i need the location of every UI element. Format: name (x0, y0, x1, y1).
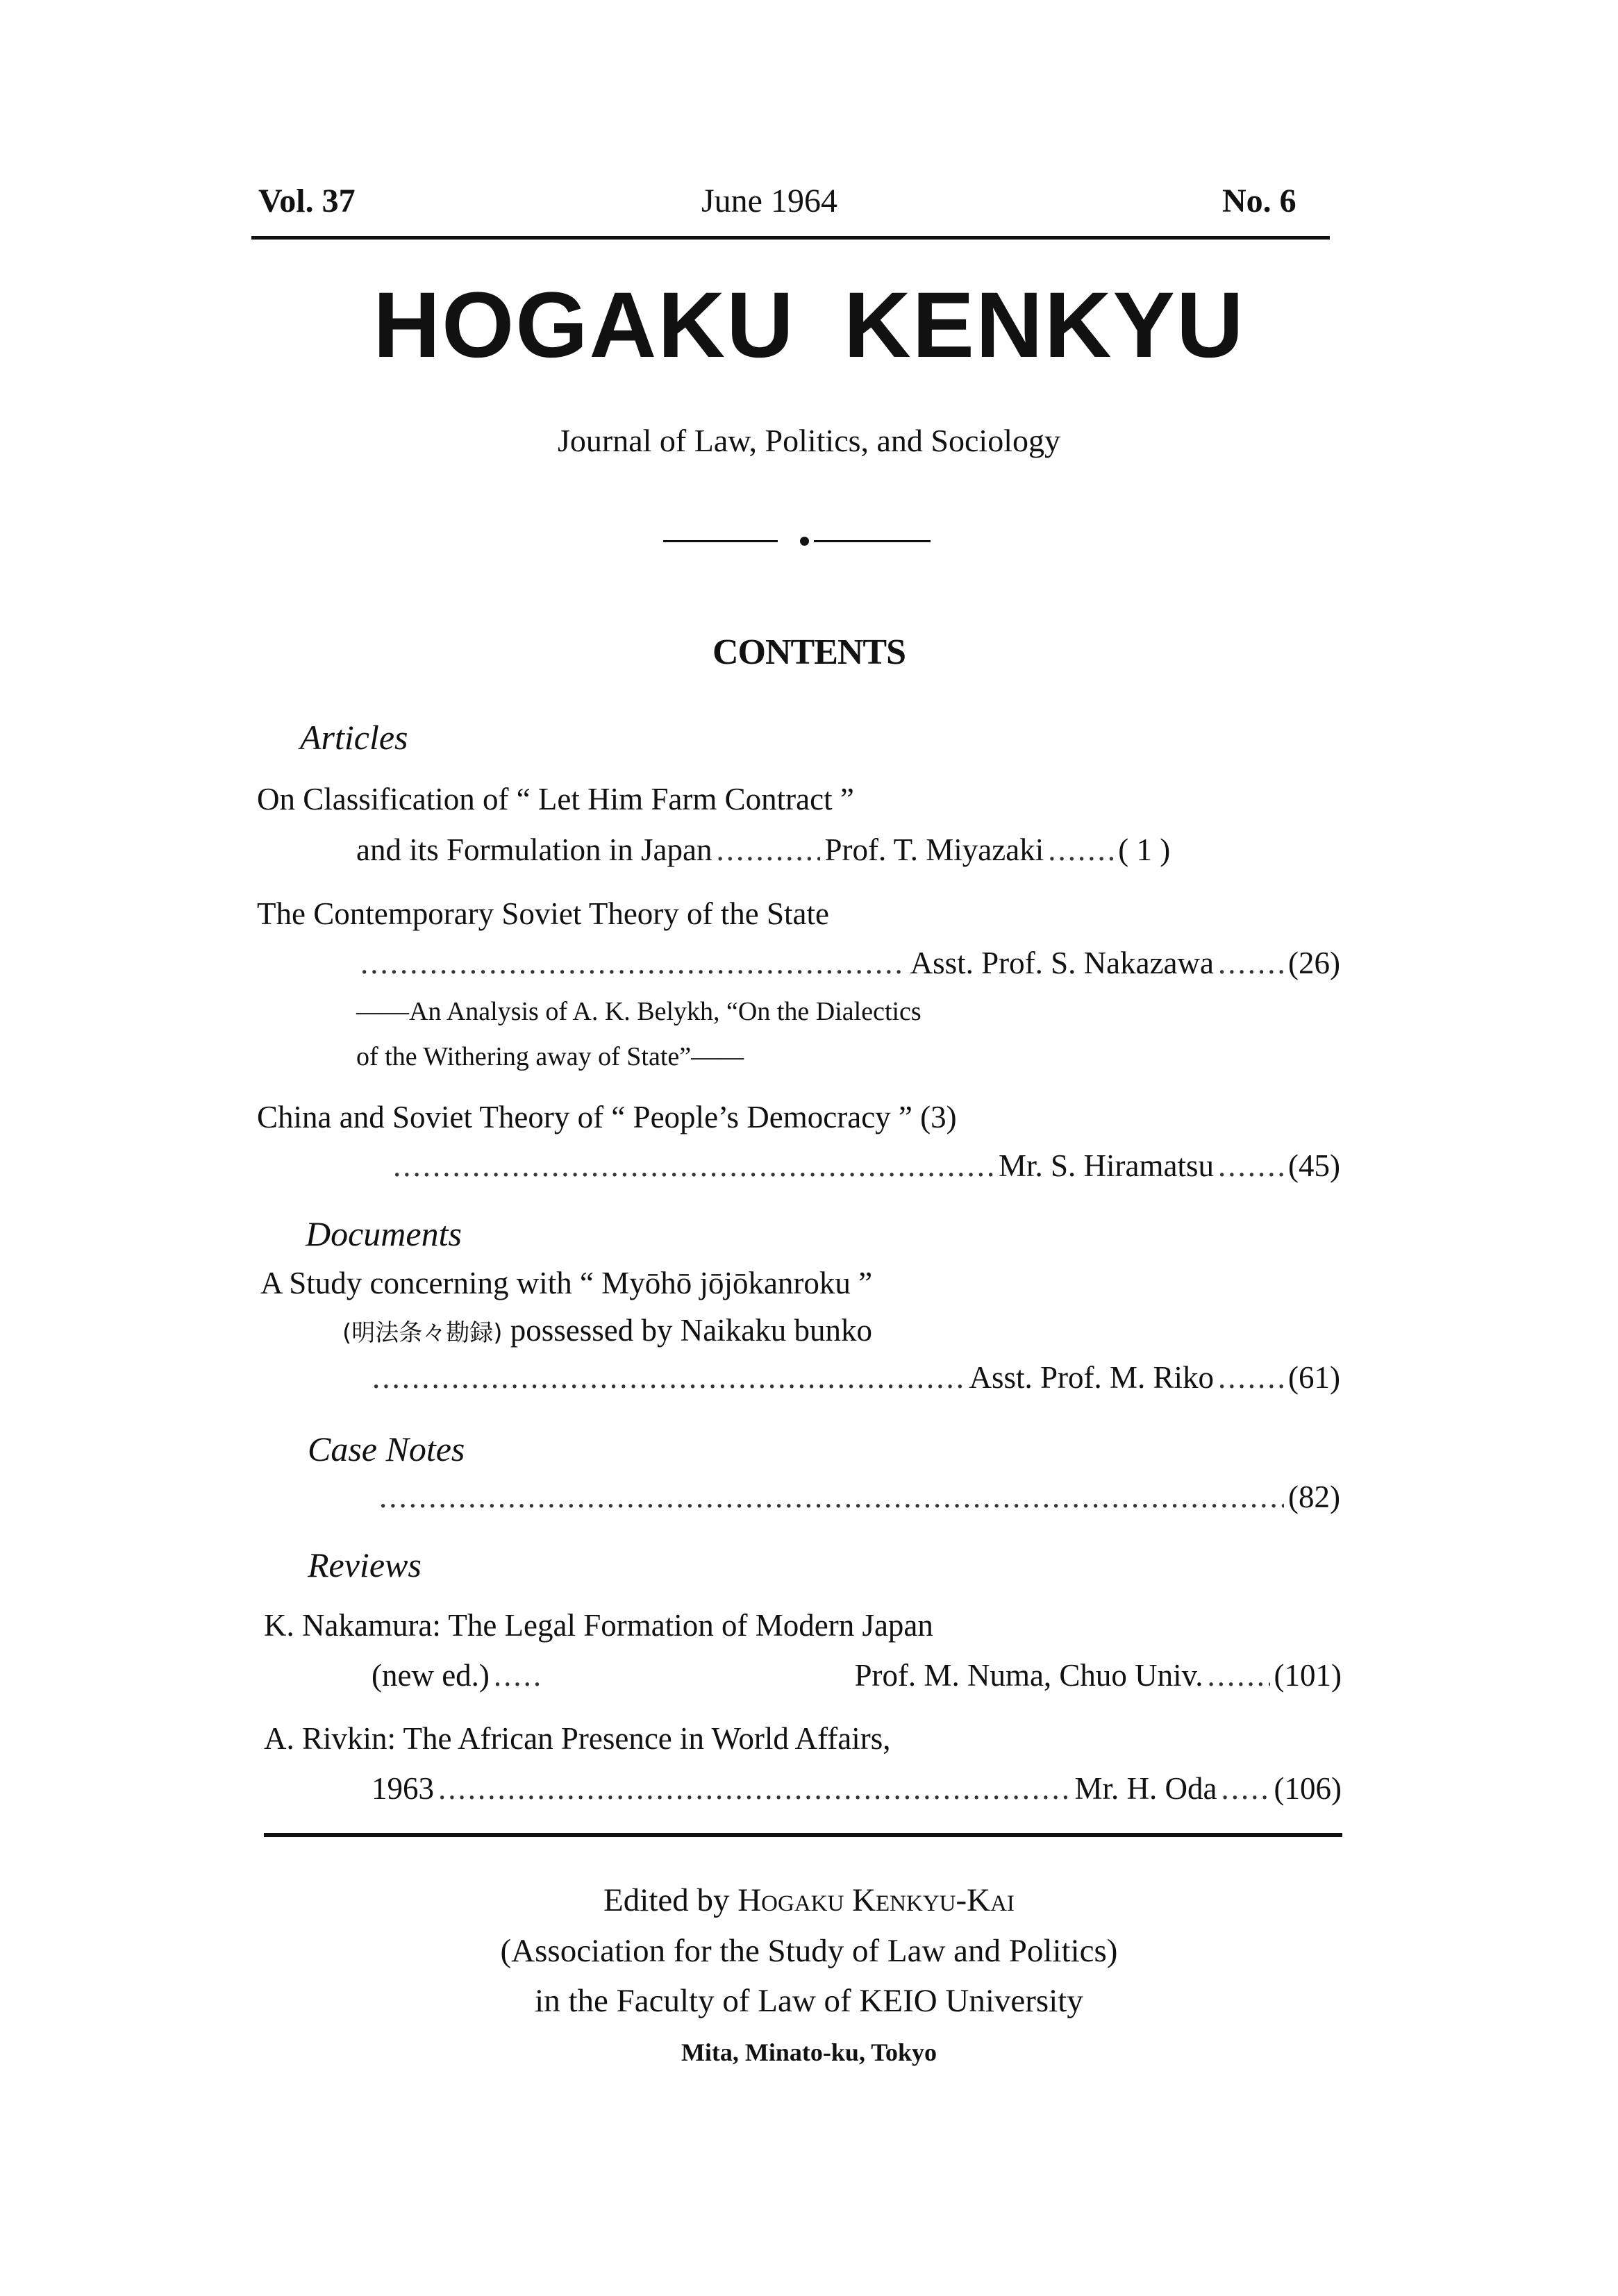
footer-association: (Association for the Study of Law and Politics) (500, 1933, 1118, 1969)
footer-edited-label: Edited by (603, 1882, 730, 1918)
issue-number: No. 6 (1222, 183, 1296, 219)
article-2-toc-row (356, 945, 1340, 981)
document-1-kanji: (明法条々勘録) (342, 1319, 503, 1347)
section-articles: Articles (300, 718, 408, 757)
review-2-author: Mr. H. Oda (1074, 1771, 1217, 1806)
section-documents: Documents (306, 1214, 462, 1253)
article-1-toc-row (356, 832, 1340, 868)
leader-dots (494, 1657, 542, 1693)
leader-dots (1218, 945, 1284, 981)
review-1-title: K. Nakamura: The Legal Formation of Modern Japan (264, 1608, 933, 1643)
review-1-toc-row (372, 1657, 1342, 1693)
footer-edited-by (0, 1882, 1618, 1919)
article-2-title: The Contemporary Soviet Theory of the State (257, 896, 829, 931)
ornament-dot (800, 537, 809, 546)
document-1-toc-row (368, 1359, 1340, 1396)
header-rule (251, 236, 1330, 240)
document-1-page: (61) (1288, 1360, 1340, 1395)
leader-dots (372, 1359, 965, 1396)
article-2-page: (26) (1288, 946, 1340, 980)
article-3-page: (45) (1288, 1148, 1340, 1183)
article-2-note-line1: ——An Analysis of A. K. Belykh, “On the Dialectics (356, 997, 921, 1026)
leader-dots (393, 1148, 994, 1184)
document-1-subtitle-text: possessed by Naikaku bunko (510, 1313, 872, 1348)
case-notes-toc-row (375, 1479, 1340, 1515)
document-1-author: Asst. Prof. M. Riko (969, 1360, 1215, 1395)
article-1-author: Prof. T. Miyazaki (824, 832, 1044, 867)
footer-editor: Hogaku Kenkyu-Kai (737, 1882, 1015, 1918)
leader-dots (1208, 1657, 1270, 1693)
section-reviews: Reviews (308, 1545, 422, 1584)
leader-dots (1048, 832, 1114, 868)
leader-dots (716, 832, 820, 868)
review-2-subtitle: 1963 (372, 1771, 434, 1806)
article-3-title: China and Soviet Theory of “ People’s Democracy ” (3) (257, 1100, 957, 1134)
review-1-page: (101) (1274, 1658, 1342, 1693)
ornament-rule-right (814, 540, 931, 542)
article-2-note-line2: of the Withering away of State”—— (356, 1042, 744, 1071)
section-case-notes: Case Notes (308, 1430, 465, 1468)
article-2-author: Asst. Prof. S. Nakazawa (910, 946, 1215, 980)
journal-subtitle: Journal of Law, Politics, and Sociology (558, 423, 1060, 458)
case-notes-page: (82) (1288, 1480, 1340, 1514)
article-3-author: Mr. S. Hiramatsu (999, 1148, 1215, 1183)
journal-title-word2: KENKYU (843, 274, 1245, 377)
footer-address: Mita, Minato-ku, Tokyo (681, 2038, 937, 2066)
document-1-title: A Study concerning with “ Myōhō jōjōkanroku ” (260, 1266, 873, 1300)
volume-label: Vol. 37 (258, 183, 356, 219)
review-1-subtitle: (new ed.) (372, 1658, 490, 1693)
leader-dots (1218, 1359, 1284, 1396)
leader-dots (379, 1479, 1284, 1515)
journal-title-word1: HOGAKU (373, 274, 795, 377)
review-2-toc-row (372, 1770, 1342, 1807)
journal-title (0, 272, 1618, 378)
article-1-subtitle: and its Formulation in Japan (356, 832, 712, 867)
leader-dots (438, 1770, 1071, 1807)
document-1-subtitle (342, 1312, 872, 1348)
leader-dots (1218, 1148, 1284, 1184)
leader-dots (1221, 1770, 1270, 1807)
footer-faculty: in the Faculty of Law of KEIO University (535, 1983, 1083, 2019)
article-1-title: On Classification of “ Let Him Farm Contract ” (257, 782, 854, 816)
ornament-rule-left (663, 540, 778, 542)
review-2-page: (106) (1274, 1771, 1342, 1806)
footer-rule (264, 1833, 1342, 1837)
article-3-toc-row (389, 1148, 1340, 1184)
contents-heading: CONTENTS (712, 632, 906, 672)
review-1-author: Prof. M. Numa, Chuo Univ. (854, 1658, 1203, 1693)
article-1-page: ( 1 ) (1118, 832, 1171, 867)
review-2-title: A. Rivkin: The African Presence in World Affairs, (264, 1721, 891, 1756)
leader-dots (360, 945, 906, 981)
issue-date: June 1964 (701, 183, 837, 219)
